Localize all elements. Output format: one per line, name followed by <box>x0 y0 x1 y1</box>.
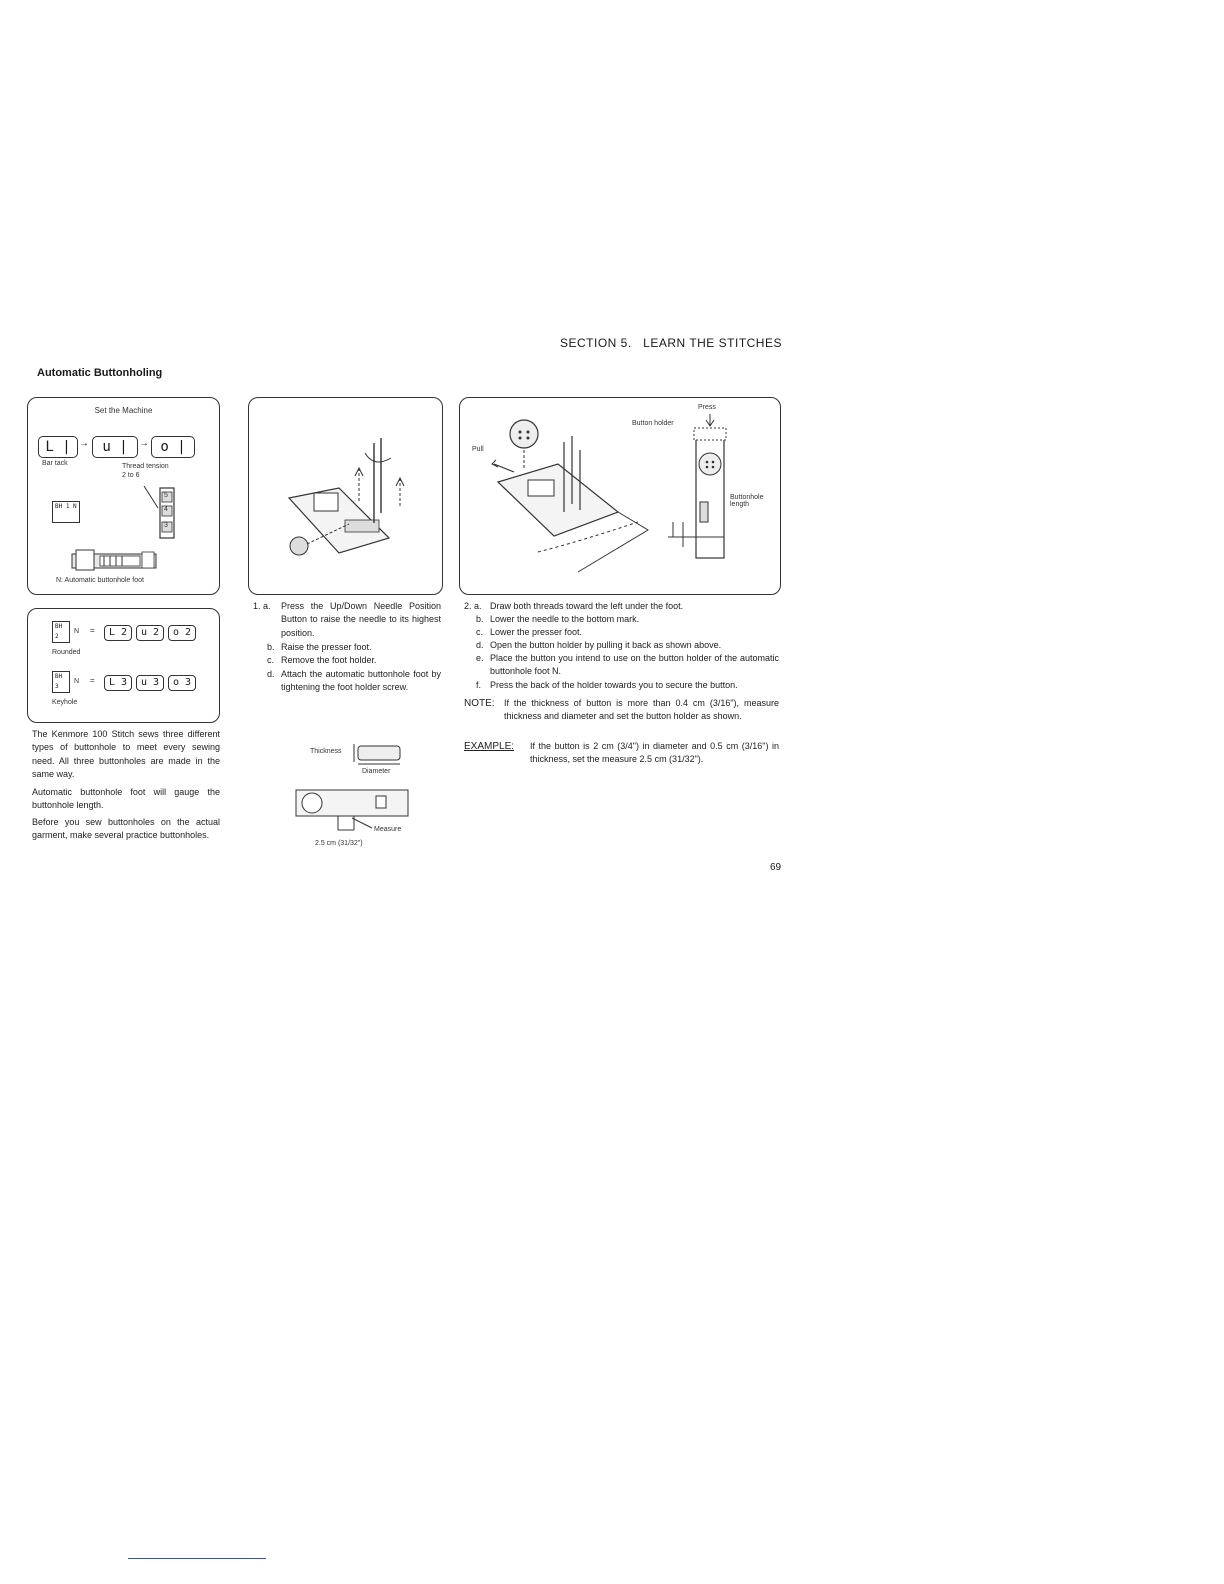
buttonhole-length-label: Buttonhole length <box>730 494 764 508</box>
buttonhole-types-panel <box>27 608 220 723</box>
page-number: 69 <box>770 862 782 873</box>
step-2d: d. Open the button holder by pulling it back as shown above. <box>476 640 722 650</box>
display-o: o | <box>151 436 195 458</box>
step-2f: f. Press the back of the holder towards you to secure the button. <box>476 680 738 690</box>
rounded-display-2: u 2 <box>136 625 164 641</box>
equals-sign: = <box>90 626 95 635</box>
display-u: u | <box>92 436 138 458</box>
keyhole-display-1: L 3 <box>104 675 132 691</box>
diameter-label: Diameter <box>362 768 391 775</box>
attach-foot-illustration <box>269 428 429 578</box>
button-holder-label: Button holder <box>632 420 674 427</box>
step-2c: c. Lower the presser foot. <box>476 627 583 637</box>
equals-sign: = <box>90 676 95 685</box>
arrow-icon: → <box>139 438 149 449</box>
foot-caption: N: Automatic buttonhole foot <box>56 577 144 584</box>
keyhole-display-3: o 3 <box>168 675 196 691</box>
measure-label: Measure <box>374 826 402 833</box>
step-2a: 2. a. Draw both threads toward the left under the foot. <box>464 601 684 611</box>
button-holder-illustration <box>468 412 768 588</box>
step-1a: 1. a. Press the Up/Down Needle Position Button to raise the needle to its highest position. <box>253 601 441 638</box>
intro-paragraph: The Kenmore 100 Stitch sews three different types of buttonhole to meet every sewing need. All three buttonholes are made in the same way. <box>32 729 220 779</box>
thickness-label: Thickness <box>310 748 342 755</box>
bh2-selector-icon: BH 2 <box>52 621 70 643</box>
dial-value: 5 <box>164 492 168 499</box>
bh1-selector-icon: BH 1 N <box>52 501 80 523</box>
display-bar-tack: L | <box>38 436 78 458</box>
dial-value: 3 <box>164 522 168 529</box>
dial-value: 4 <box>164 506 168 513</box>
set-machine-panel <box>27 397 220 595</box>
button-holder-panel <box>459 397 781 595</box>
tension-dial-icon <box>140 484 180 540</box>
attach-foot-panel <box>248 397 443 595</box>
rounded-display-1: L 2 <box>104 625 132 641</box>
pull-label: Pull <box>472 446 484 453</box>
n-label: N <box>74 678 80 685</box>
step-1c: c. Remove the foot holder. <box>267 655 377 665</box>
set-machine-title: Set the Machine <box>94 406 153 415</box>
intro-paragraph: Automatic buttonhole foot will gauge the buttonhole length. <box>32 787 220 811</box>
page-title: Automatic Buttonholing <box>37 367 163 379</box>
buttonhole-foot-icon <box>70 548 160 572</box>
step-1b: b. Raise the presser foot. <box>267 642 372 652</box>
bh3-selector-icon: BH 3 <box>52 671 70 693</box>
thread-tension-label: Thread tension <box>122 463 169 470</box>
keyhole-display-2: u 3 <box>136 675 164 691</box>
section-header: SECTION 5. LEARN THE STITCHES <box>560 336 782 350</box>
measure-value: 2.5 cm (31/32") <box>315 840 363 847</box>
step-2b: b. Lower the needle to the bottom mark. <box>476 614 640 624</box>
footer-rule <box>128 1558 266 1559</box>
arrow-icon: → <box>79 438 89 449</box>
bar-tack-label: Bar tack <box>42 460 68 467</box>
keyhole-label: Keyhole <box>52 699 78 706</box>
step-2e: e. Place the button you intend to use on the button holder of the automatic buttonhole foot N. <box>476 653 779 677</box>
button-profile-icon <box>352 742 404 770</box>
n-label: N <box>74 628 80 635</box>
rounded-display-3: o 2 <box>168 625 196 641</box>
press-label: Press <box>698 404 716 411</box>
intro-paragraph: Before you sew buttonholes on the actual garment, make several practice buttonholes. <box>32 817 220 841</box>
example: EXAMPLE: If the button is 2 cm (3/4") in diameter and 0.5 cm (3/16") in thickness, set the measure 2.5 cm (31/32"). <box>464 741 779 765</box>
thread-range-label: 2 to 6 <box>122 472 140 479</box>
step-1d: d. Attach the automatic buttonhole foot by tightening the foot holder screw. <box>267 669 441 693</box>
rounded-label: Rounded <box>52 649 81 656</box>
note: NOTE: If the thickness of button is more than 0.4 cm (3/16"), measure thickness and diameter and set the button holder as shown. <box>464 698 779 722</box>
